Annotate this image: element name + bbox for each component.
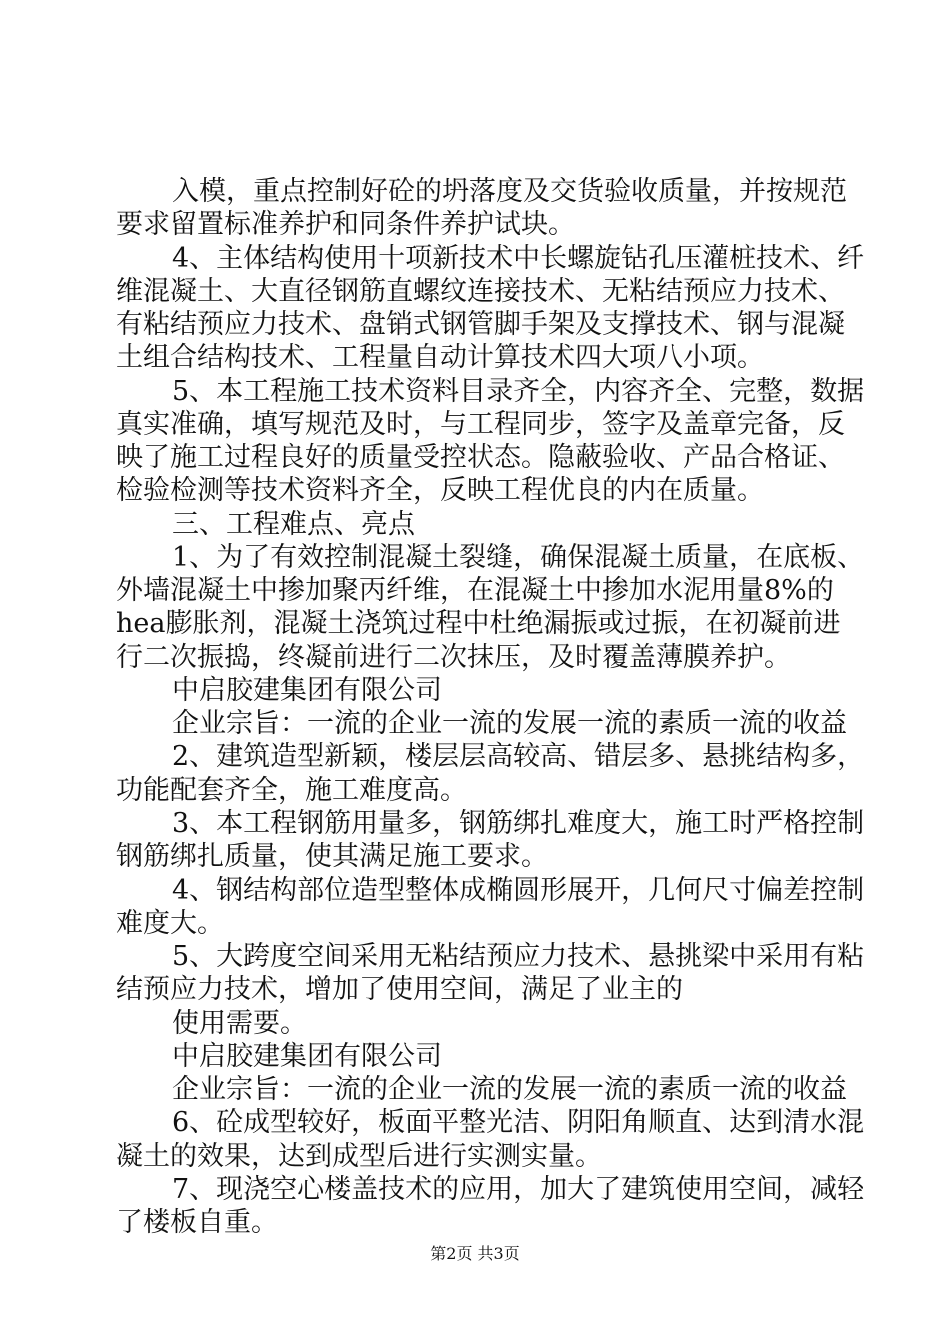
page-footer: 第2页 共3页 [430,1244,520,1263]
text-line: 4、钢结构部位造型整体成椭圆形展开，几何尺寸偏差控制 [172,875,865,906]
text-line: 中启胶建集团有限公司 [172,675,442,706]
text-line: 2、建筑造型新颖，楼层层高较高、错层多、悬挑结构多， [172,741,865,772]
text-line: 7、现浇空心楼盖技术的应用，加大了建筑使用空间，减轻 [172,1174,865,1205]
text-line: 3、本工程钢筋用量多，钢筋绑扎难度大，施工时严格控制 [172,808,865,839]
text-line: 企业宗旨：一流的企业一流的发展一流的素质一流的收益 [172,1074,847,1105]
text-line: 行二次振捣，终凝前进行二次抹压，及时覆盖薄膜养护。 [116,642,791,673]
text-line: 企业宗旨：一流的企业一流的发展一流的素质一流的收益 [172,708,847,739]
text-line: 凝土的效果，达到成型后进行实测实量。 [116,1141,602,1172]
text-line: 有粘结预应力技术、盘销式钢管脚手架及支撑技术、钢与混凝 [116,309,845,340]
text-line: 要求留置标准养护和同条件养护试块。 [116,209,575,240]
text-line: 了楼板自重。 [116,1207,278,1238]
text-line: 钢筋绑扎质量，使其满足施工要求。 [116,841,548,872]
text-line: 1、为了有效控制混凝土裂缝，确保混凝土质量，在底板、 [172,542,865,573]
text-line: 入模，重点控制好砼的坍落度及交货验收质量，并按规范 [172,176,847,207]
text-line: 使用需要。 [172,1008,307,1039]
text-line: 外墙混凝土中掺加聚丙纤维，在混凝土中掺加水泥用量8%的 [116,575,834,606]
text-line: 真实准确，填写规范及时，与工程同步，签字及盖章完备，反 [116,409,845,440]
text-line: 难度大。 [116,908,224,939]
text-line: 结预应力技术，增加了使用空间，满足了业主的 [116,974,683,1005]
text-line: 检验检测等技术资料齐全，反映工程优良的内在质量。 [116,475,764,506]
text-line: 4、主体结构使用十项新技术中长螺旋钻孔压灌桩技术、纤 [172,243,865,274]
text-line: 6、砼成型较好，板面平整光洁、阴阳角顺直、达到清水混 [172,1107,865,1138]
text-line: 三、工程难点、亮点 [172,509,415,540]
text-line: 功能配套齐全，施工难度高。 [116,775,467,806]
text-line: 映了施工过程良好的质量受控状态。隐蔽验收、产品合格证、 [116,442,845,473]
text-line: 5、本工程施工技术资料目录齐全，内容齐全、完整，数据 [172,376,865,407]
text-line: hea膨胀剂，混凝土浇筑过程中杜绝漏振或过振，在初凝前进 [116,608,841,639]
text-line: 中启胶建集团有限公司 [172,1041,442,1072]
text-line: 土组合结构技术、工程量自动计算技术四大项八小项。 [116,342,764,373]
text-line: 维混凝土、大直径钢筋直螺纹连接技术、无粘结预应力技术、 [116,276,845,307]
text-line: 5、大跨度空间采用无粘结预应力技术、悬挑梁中采用有粘 [172,941,865,972]
